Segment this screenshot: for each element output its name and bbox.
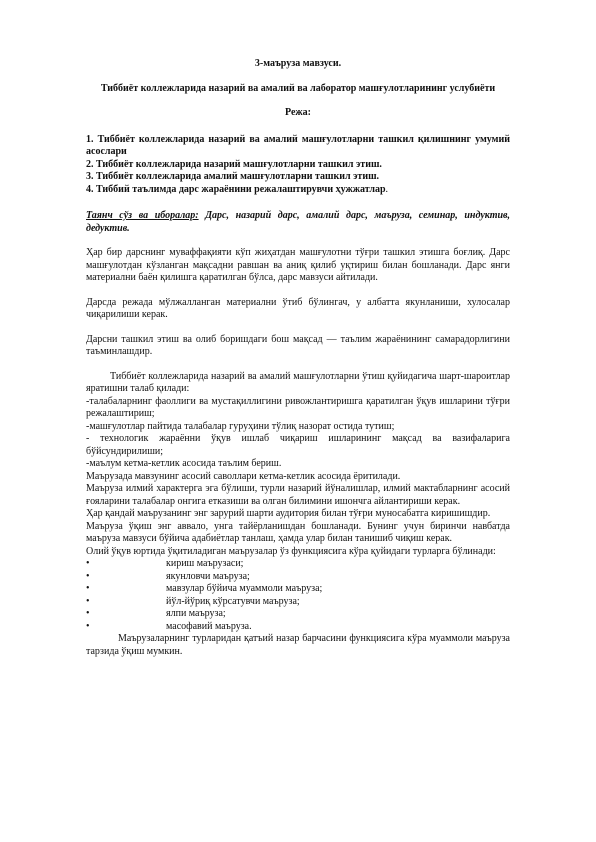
plan-heading: Режа: bbox=[285, 107, 311, 118]
list-item bbox=[86, 571, 510, 584]
body-line: Маъруза илмий характерга эга бўлиши, турли назарий йўналишлар, илмий мактабларнинг асосий ғояларини талабалар онгига етказиши ва олган билимини ишончга айлантириши керак. bbox=[86, 483, 510, 507]
list-item bbox=[86, 583, 510, 596]
bullet-icon: • bbox=[86, 608, 90, 619]
body-line: Маърузада мавзунинг асосий саволлари кетма-кетлик асосида ёритилади. bbox=[86, 470, 401, 482]
list-item-text: ялпи маъруза; bbox=[166, 608, 226, 619]
keywords-label: Таянч сўз ва иборалар: bbox=[86, 210, 199, 221]
lecture-number: 3-маъруза мавзуси. bbox=[254, 58, 342, 69]
list-item-text: якунловчи маъруза; bbox=[166, 570, 250, 582]
list-item-text: мавзулар бўйича муаммоли маъруза; bbox=[166, 583, 323, 594]
plan-item: 1. Тиббиёт коллежларида назарий ва амалий машғулотларни ташкил қилишнинг умумий асослари bbox=[86, 133, 510, 157]
bullet-icon: • bbox=[86, 570, 90, 582]
paragraph: Дарсни ташкил этиш ва олиб боришдаги бош мақсад — таълим жараёнининг самарадорлигини таъминлашдир. bbox=[86, 333, 510, 357]
plan-item bbox=[86, 184, 510, 197]
bullet-icon: • bbox=[86, 595, 90, 607]
body-line: -талабаларнинг фаоллиги ва мустақиллигини ривожлантиришга қаратилган ўқув ишларини тўғри режалаштириш; bbox=[86, 395, 510, 419]
body-line: Олий ўқув юртида ўқитиладиган маърузалар ўз функциясига кўра қуйидаги турларга бўлинади: bbox=[86, 545, 496, 557]
paragraph: Дарсда режада мўлжалланган материални ўтиб бўлингач, у албатта якунланиши, хулосалар чиқарилиши керак. bbox=[86, 296, 510, 320]
list-item bbox=[86, 558, 510, 571]
keywords bbox=[86, 210, 510, 235]
body-line: Ҳар қандай маърузанинг энг зарурий шарти аудитория билан тўғри муносабатга киришишдир. bbox=[86, 508, 491, 519]
bullet-icon: • bbox=[86, 583, 90, 594]
lecture-types-list bbox=[86, 558, 510, 633]
paragraph: Ҳар бир дарснинг муваффақияти кўп жиҳатдан машғулотни тўғри ташкил этишга боғлиқ. Дарс машғулотдан кўзланган мақсадни равшан ва аниқ қилиб уқтириш билан бошланади. Дарс янги материални баён қилишга қаратилган бўлса, дарс мавзуси айтилади. bbox=[86, 247, 510, 283]
body-line: -маълум кетма-кетлик асосида таълим бериш. bbox=[86, 458, 282, 469]
bullet-icon: • bbox=[86, 620, 90, 632]
list-item bbox=[86, 608, 510, 621]
plan-item: 2. Тиббиёт коллежларида назарий машғулотларни ташкил этиш. bbox=[86, 158, 382, 170]
body-line: Тиббиёт коллежларида назарий ва амалий машғулотларни ўтиш қуйидагича шарт-шароитлар яратишни талаб қилади: bbox=[86, 370, 510, 394]
plan-item: 3. Тиббиёт коллежларида амалий машғулотларни ташкил этиш. bbox=[86, 171, 380, 182]
keywords-text: Дарс, назарий дарс, амалий дарс, маъруза, семинар, индуктив, дедуктив. bbox=[86, 210, 510, 234]
lecture-topic-title: Тиббиёт коллежларида назарий ва амалий ва лаборатор машғулотларининг услубиёти bbox=[100, 82, 496, 94]
closing-paragraph: Маърузаларнинг турларидан қатъий назар барчасини функциясига кўра муаммоли маъруза тарзида ўқиш мумкин. bbox=[86, 633, 510, 657]
plan-item-period: . bbox=[385, 183, 389, 195]
list-item bbox=[86, 596, 510, 609]
list-item bbox=[86, 621, 510, 634]
body-line: -машғулотлар пайтида талабалар гуруҳини тўлиқ назорат остида тутиш; bbox=[86, 420, 395, 432]
body-line: Маъруза ўқиш энг аввало, унга тайёрланишдан бошланади. Бунинг учун биринчи навбатда маъруза мавзуси бўйича адабиётлар танлаш, ҳамда улар билан танишиб чиқиш керак. bbox=[86, 520, 510, 544]
list-item-text: йўл-йўриқ кўрсатувчи маъруза; bbox=[166, 595, 300, 607]
bullet-icon: • bbox=[86, 558, 90, 569]
document-page bbox=[86, 58, 510, 658]
body-line: - технологик жараённи ўқув ишлаб чиқариш ишларининг мақсад ва вазифаларига бўйсундирилиши; bbox=[86, 433, 510, 457]
plan-list bbox=[86, 134, 510, 197]
plan-item-text: 4. Тиббий таълимда дарс жараёнини режалаштирувчи ҳужжатлар bbox=[86, 183, 386, 195]
list-item-text: кириш маърузаси; bbox=[166, 558, 244, 569]
list-item-text: масофавий маъруза. bbox=[166, 620, 252, 632]
